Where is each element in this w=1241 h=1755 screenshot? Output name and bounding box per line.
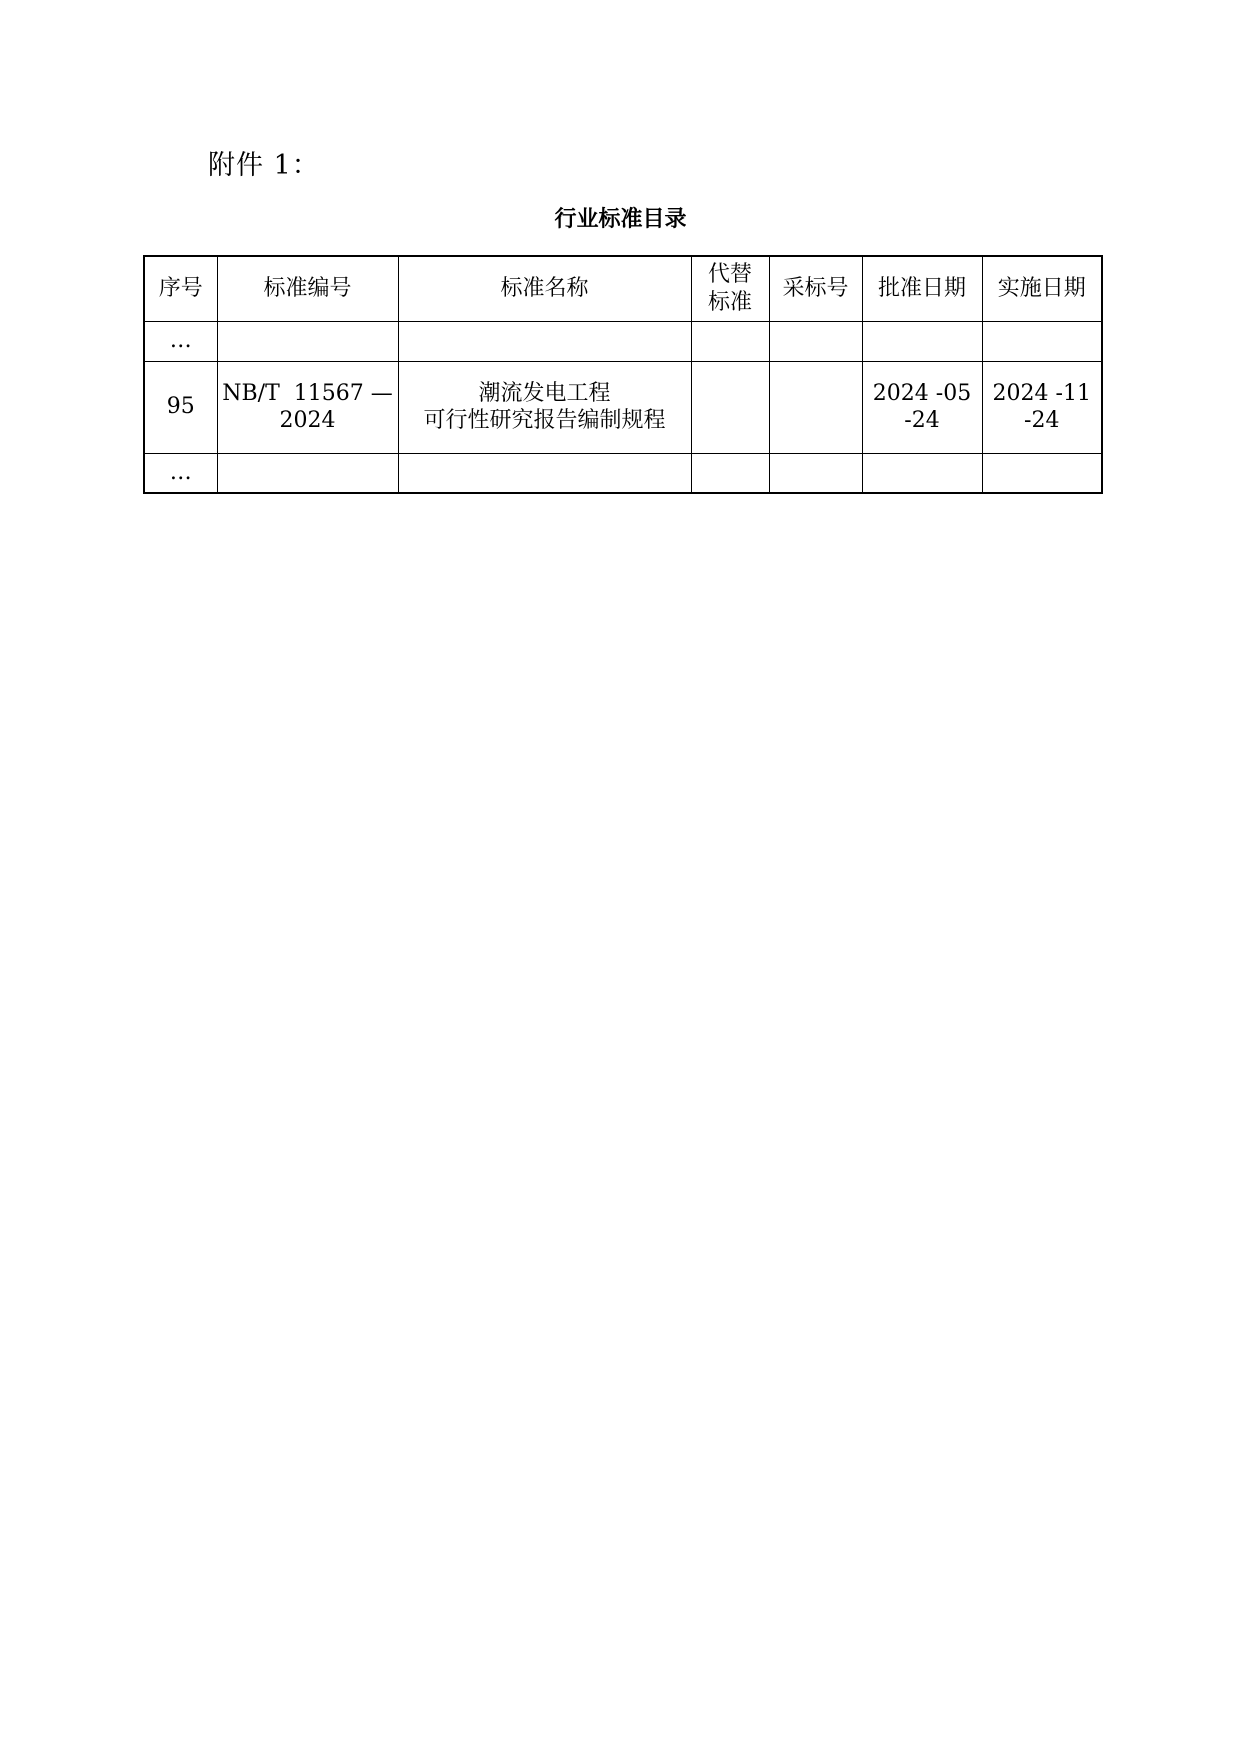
header-seq: 序号	[144, 256, 217, 321]
row-replaced-standard	[691, 361, 769, 453]
ellipsis-cell: …	[144, 453, 217, 493]
empty-cell	[982, 453, 1102, 493]
header-standard-name: 标准名称	[398, 256, 691, 321]
standards-catalog-table	[143, 255, 1103, 494]
row-implementation-date	[982, 361, 1102, 453]
row-standard-code	[217, 361, 398, 453]
table-row	[144, 361, 1102, 453]
row-impl-line1: 2024 -11	[992, 380, 1091, 406]
row-name-line1: 潮流发电工程	[478, 380, 611, 406]
header-implementation-date: 实施日期	[982, 256, 1102, 321]
header-replaced-line2: 标准	[707, 289, 752, 315]
attachment-label: 附件 1：	[208, 150, 320, 181]
empty-cell	[862, 453, 982, 493]
empty-cell	[862, 321, 982, 361]
empty-cell	[691, 321, 769, 361]
row-adopted-number	[769, 361, 862, 453]
row-name-line2: 可行性研究报告编制规程	[423, 408, 666, 433]
empty-cell	[982, 321, 1102, 361]
row-impl-line2: -24	[1024, 408, 1060, 433]
empty-cell	[691, 453, 769, 493]
empty-cell	[769, 321, 862, 361]
table-header-row	[144, 256, 1102, 321]
row-approval-line2: -24	[904, 408, 940, 433]
empty-cell	[398, 453, 691, 493]
row-standard-name	[398, 361, 691, 453]
row-code-line1: NB/T 11567 —	[222, 380, 393, 406]
row-approval-line1: 2024 -05	[872, 380, 972, 406]
empty-cell	[769, 453, 862, 493]
header-replaced-standard	[691, 256, 769, 321]
empty-cell	[217, 453, 398, 493]
header-adopted-number: 采标号	[769, 256, 862, 321]
ellipsis-cell: …	[144, 321, 217, 361]
header-approval-date: 批准日期	[862, 256, 982, 321]
header-standard-code: 标准编号	[217, 256, 398, 321]
table-row-ellipsis-top	[144, 321, 1102, 361]
row-seq: 95	[144, 361, 217, 453]
empty-cell	[398, 321, 691, 361]
row-code-line2: 2024	[279, 408, 336, 433]
empty-cell	[217, 321, 398, 361]
header-replaced-line1: 代替	[707, 262, 752, 288]
document-title: 行业标准目录	[554, 207, 687, 232]
table-row-ellipsis-bottom	[144, 453, 1102, 493]
row-approval-date	[862, 361, 982, 453]
